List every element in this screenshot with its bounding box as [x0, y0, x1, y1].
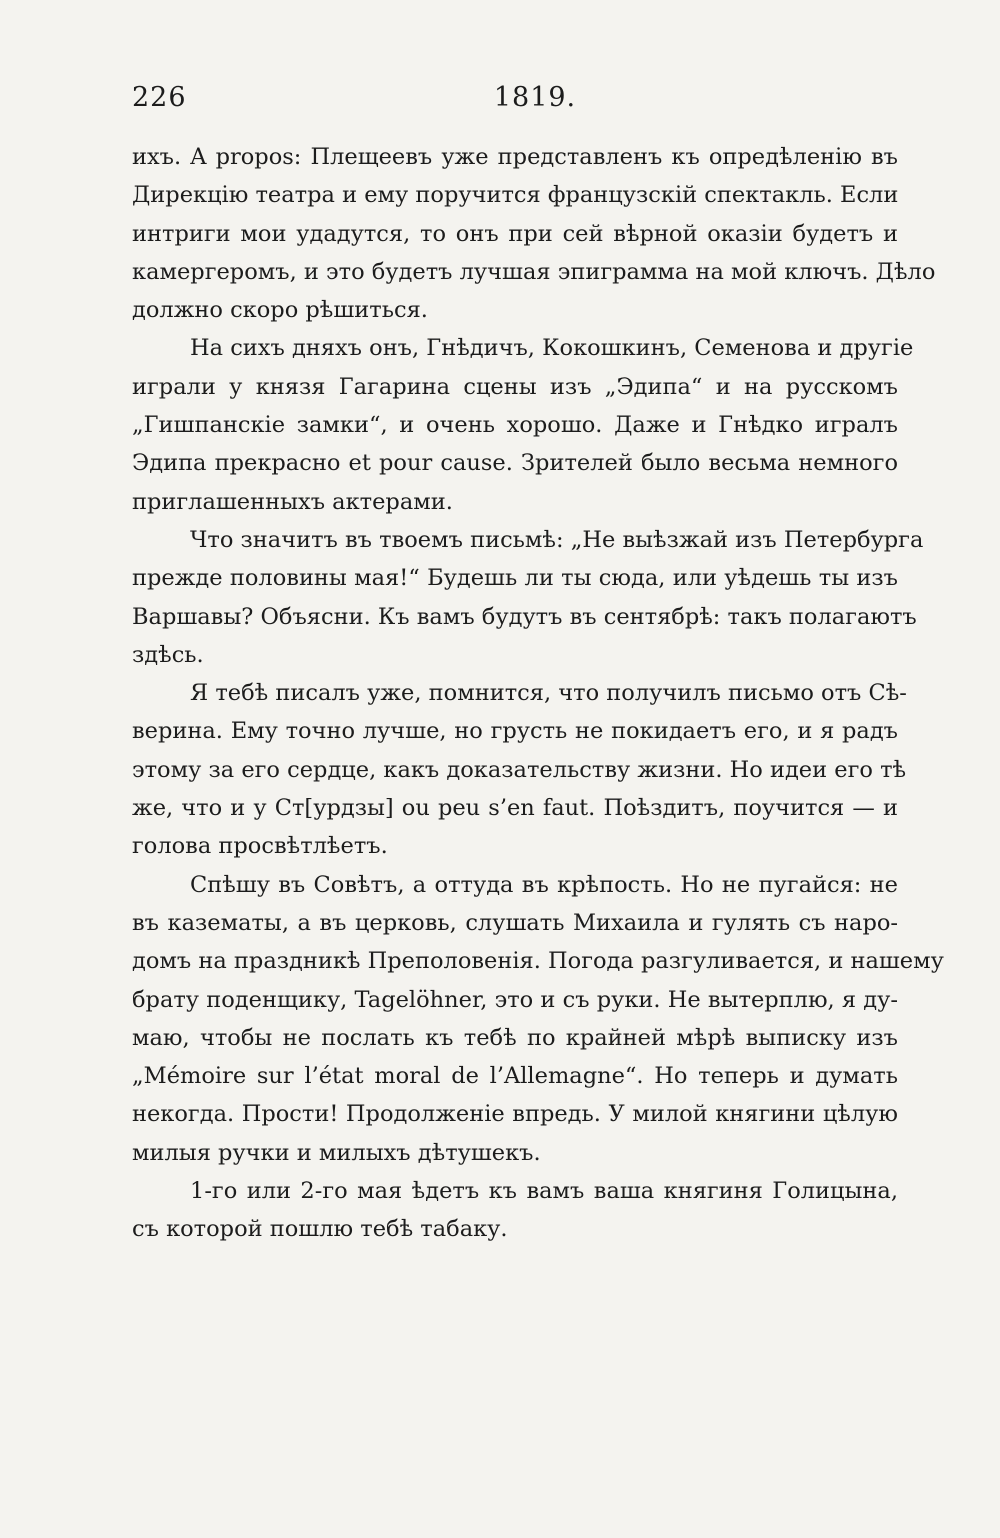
text-line: въ казематы, а въ церковь, слушать Михаила и гулять съ наро- — [132, 909, 898, 936]
text-line: же, что и у Ст[урдзы] ou peu s’en faut. Поѣздитъ, поучится — и — [132, 795, 898, 822]
paragraph — [132, 521, 924, 674]
text-line: Я тебѣ писалъ уже, помнится, что получилъ письмо отъ Сѣ- — [190, 680, 907, 707]
text-line: интриги мои удадутся, то онъ при сей вѣрной оказіи будетъ и — [132, 220, 898, 247]
text-line: „Mémoire sur l’état moral de l’Allemagne“. Но теперь и думать — [132, 1063, 898, 1090]
running-head — [132, 82, 898, 122]
text-line: милыя ручки и милыхъ дѣтушекъ. — [132, 1139, 541, 1166]
text-line: Эдипа прекрасно et pour cause. Зрителей было весьма немного — [132, 450, 898, 477]
text-line: верина. Ему точно лучше, но грусть не покидаетъ его, и я радъ — [132, 718, 898, 745]
text-line: ихъ. A propos: Плещеевъ уже представленъ къ опредѣленію въ — [132, 144, 898, 170]
text-line: Варшавы? Объясни. Къ вамъ будутъ въ сентябрѣ: такъ полагаютъ — [132, 603, 917, 630]
running-head-year: 1819. — [493, 82, 577, 113]
text-line: Что значитъ въ твоемъ письмѣ: „Не выѣзжай изъ Петербурга — [190, 526, 924, 553]
text-line: камергеромъ, и это будетъ лучшая эпиграмма на мой ключъ. Дѣло — [132, 258, 936, 285]
text-line: „Гишпанскіе замки“, и очень хорошо. Даже и Гнѣдко игралъ — [132, 412, 898, 439]
text-line: некогда. Прости! Продолженіе впредь. У милой княгини цѣлую — [132, 1101, 898, 1128]
text-line: играли у князя Гагарина сцены изъ „Эдипа“ и на русскомъ — [132, 373, 898, 400]
text-line: домъ на праздникѣ Преполовенія. Погода разгуливается, и нашему — [132, 948, 944, 975]
text-line: маю, чтобы не послать къ тебѣ по крайней мѣрѣ выписку изъ — [132, 1024, 898, 1051]
text-line: должно скоро рѣшиться. — [132, 297, 428, 324]
paragraph — [132, 329, 914, 520]
text-line: 1-го или 2-го мая ѣдетъ къ вамъ ваша княгиня Голицына, — [190, 1178, 898, 1205]
text-line: голова просвѣтлѣетъ. — [132, 833, 388, 860]
text-line: здѣсь. — [132, 641, 204, 668]
paragraph — [132, 1172, 898, 1249]
text-line: Спѣшу въ Совѣтъ, а оттуда въ крѣпость. Но не пугайся: не — [190, 871, 898, 898]
text-line: На сихъ дняхъ онъ, Гнѣдичъ, Кокошкинъ, Семенова и другіе — [190, 335, 914, 362]
text-line: Дирекцію театра и ему поручится французскій спектакль. Если — [132, 182, 899, 209]
body-text — [132, 138, 944, 1249]
paragraph — [132, 674, 907, 865]
text-line: этому за его сердце, какъ доказательству жизни. Но идеи его тѣ — [132, 756, 907, 783]
text-line: приглашенныхъ актерами. — [132, 488, 453, 515]
text-line: прежде половины мая!“ Будешь ли ты сюда, или уѣдешь ты изъ — [132, 565, 898, 592]
paragraph — [132, 866, 944, 1172]
text-line: съ которой пошлю тебѣ табаку. — [132, 1216, 508, 1243]
text-line: брату поденщику, Tagelöhner, это и съ руки. Не вытерплю, я ду- — [132, 986, 898, 1013]
page-number: 226 — [132, 82, 187, 113]
paragraph — [132, 138, 936, 329]
